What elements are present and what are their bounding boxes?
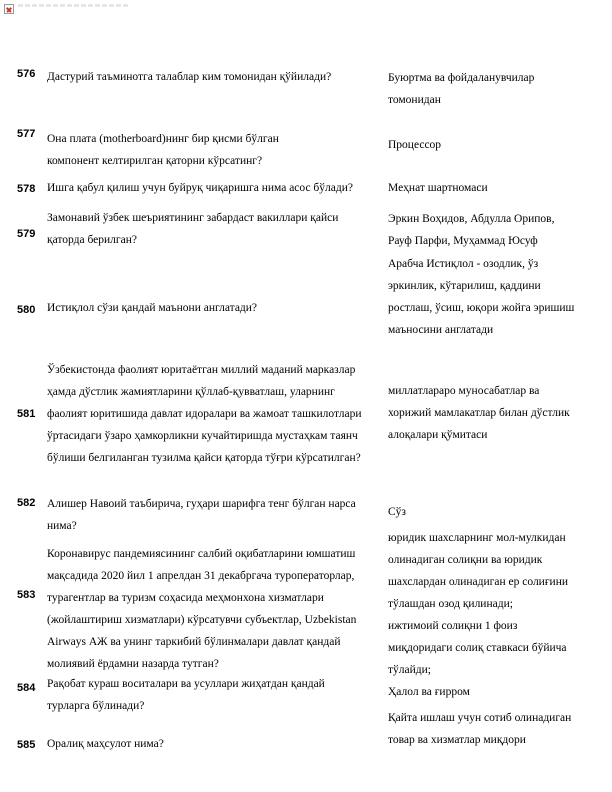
text-line: компонент келтирилган қаторни кўрсатинг? [47, 155, 263, 167]
question-text [47, 177, 380, 199]
text-line: Сўз [388, 506, 406, 518]
broken-image-icon [4, 4, 14, 14]
question-text [47, 359, 380, 469]
text-line: алоқалари қўмитаси [388, 429, 488, 441]
answer-text [388, 253, 588, 341]
text-line: Ҳалол ва ғирром [388, 686, 470, 698]
text-line: мақсадида 2020 йил 1 апрелдан 31 декабргача туроператорлар, [47, 570, 355, 582]
text-line: турагентлар ва туризм соҳасида меҳмонхона хизматлари [47, 592, 324, 604]
text-line: Оралиқ маҳсулот нима? [47, 738, 164, 750]
text-line: Процессор [388, 139, 442, 151]
question-text [47, 207, 380, 251]
text-line: юридик шахсларнинг мол-мулкидан [388, 532, 566, 544]
text-line: тўлайди; [388, 664, 431, 676]
text-line: Меҳнат шартномаси [388, 182, 488, 194]
text-line: товар ва хизматлар миқдори [388, 734, 526, 746]
question-number: 582 [17, 497, 36, 509]
text-line: ростлаш, ўсиш, юқори жойга эришиш [388, 302, 575, 314]
question-number: 580 [17, 304, 36, 316]
question-number: 579 [17, 228, 36, 240]
answer-text [388, 67, 588, 111]
question-number: 576 [17, 68, 36, 80]
question-number: 581 [17, 408, 36, 420]
header-bar [18, 4, 128, 7]
text-line: Коронавирус пандемиясининг салбий оқибатларини юмшатиш [47, 548, 356, 560]
text-line: Ўзбекистонда фаолият юритаётган миллий маданий марказлар [47, 364, 356, 376]
text-line: маъносини англатади [388, 324, 494, 336]
text-line: миллатлараро муносабатлар ва [388, 385, 540, 397]
answer-text [388, 134, 588, 156]
question-text [47, 733, 380, 755]
text-line: Ишга қабул қилиш учун буйруқ чиқаришга нима асос бўлади? [47, 182, 353, 194]
text-line: хорижий мамлакатлар билан дўстлик [388, 407, 570, 419]
text-line: олинадиган солиқни ва юридик [388, 554, 543, 566]
question-text [47, 297, 380, 319]
answer-text [388, 380, 588, 446]
text-line: ижтимоий солиқни 1 фоиз [388, 620, 518, 632]
text-line: тўлашдан озод қилинади; [388, 598, 513, 610]
text-line: Истиқлол сўзи қандай маънони англатади? [47, 302, 258, 314]
question-text [47, 543, 380, 675]
text-line: нима? [47, 520, 77, 532]
text-line: Рақобат кураш воситалари ва усуллари жиҳатдан қандай [47, 678, 325, 690]
answer-text [388, 177, 588, 199]
text-line: Буюртма ва фойдаланувчилар [388, 72, 535, 84]
text-line: Қайта ишлаш учун сотиб олинадиган [388, 712, 572, 724]
text-line: молиявий ёрдамни назарда тутган? [47, 658, 219, 670]
answer-text [388, 501, 588, 523]
text-line: Дастурий таъминотга талаблар ким томонидан қўйилади? [47, 71, 332, 83]
question-text [47, 673, 380, 717]
answer-text [388, 527, 588, 681]
text-line: (жойлаштириш хизматлари) кўрсатувчи субъектлар, Uzbekistan [47, 614, 357, 626]
text-line: Арабча Истиқлол - озодлик, ўз [388, 258, 539, 270]
question-text [47, 128, 380, 172]
answer-text [388, 707, 588, 751]
text-line: Она плата (motherboard)нинг бир қисми бўлган [47, 133, 279, 145]
question-text [47, 66, 380, 88]
text-line: Рауф Парфи, Муҳаммад Юсуф [388, 235, 538, 247]
text-line: турларга бўлинади? [47, 700, 145, 712]
text-line: фаолият юритишида давлат идоралари ва жамоат ташкилотлари [47, 408, 362, 420]
text-line: қаторда берилган? [47, 234, 137, 246]
text-line: Эркин Воҳидов, Абдулла Орипов, [388, 213, 555, 225]
question-number: 578 [17, 183, 36, 195]
question-number: 583 [17, 589, 36, 601]
question-number: 585 [17, 739, 36, 751]
text-line: бўлиши белгиланган тузилма қайси қаторда тўғри кўрсатилган? [47, 452, 361, 464]
text-line: Алишер Навоий таъбирича, гуҳари шарифга тенг бўлган нарса [47, 498, 356, 510]
answer-text [388, 681, 588, 703]
text-line: Airways АЖ ва унинг таркибий бўлинмалари давлат қандай [47, 636, 341, 648]
answer-text [388, 208, 588, 252]
text-line: шахслардан олинадиган ер солиғини [388, 576, 569, 588]
text-line: миқдоридаги солиқ ставкаси бўйича [388, 642, 567, 654]
text-line: ҳамда дўстлик жамиятларини қўллаб-қувватлаш, уларнинг [47, 386, 335, 398]
text-line: томонидан [388, 94, 441, 106]
text-line: Замонавий ўзбек шеъриятининг забардаст вакиллари қайси [47, 212, 339, 224]
question-number: 577 [17, 128, 36, 140]
text-line: ўртасидаги ўзаро ҳамкорликни кучайтиришда мустаҳкам таянч [47, 430, 358, 442]
text-line: эркинлик, кўтарилиш, қаддини [388, 280, 541, 292]
question-number: 584 [17, 682, 36, 694]
question-text [47, 493, 380, 537]
